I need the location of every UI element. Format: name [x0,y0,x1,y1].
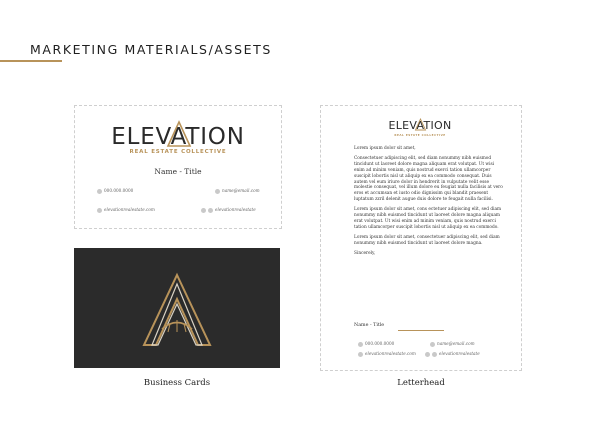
globe-icon [358,352,363,357]
letter-social: elevationrealestate [439,351,480,356]
card-email: name@email.com [222,188,260,193]
email-icon [430,342,435,347]
card-phone: 000.000.0000 [104,188,134,193]
email-icon [215,189,220,194]
card-social-row [201,207,256,213]
phone-icon [358,342,363,347]
letter-body [354,146,504,261]
letter-website: elevationrealestate.com [365,351,416,356]
letter-name-title: Name - Title [354,323,385,328]
letterhead-logo-wordmark: ELEVATION [388,119,452,132]
card-website: elevationrealestate.com [104,207,155,212]
letterhead-caption: Letterhead [397,378,445,388]
letterhead-logo [382,118,458,134]
letter-paragraph-2: Lorem ipsum dolor sit amet, cons ectetuer adipiscing elit, sed diam nonummy nibh euismod tincidunt ut laoreet dolore magna aliquam erat volutpat. Ut wisi enim ad minim veniam, quis nostrud exerci tation ullamcorper suscipit lobortis nisl ut aliquip ex ea commodo. [354,207,502,230]
instagram-icon [432,352,437,357]
business-card-back [74,248,280,368]
logo-wordmark: ELEVATION [111,124,245,150]
letter-paragraph-3: Lorem ipsum dolor sit amet, consectetuer adipiscing elit, sed diam nonummy nibh euismod tincidunt ut laoreet dolore magna. [354,234,500,246]
phone-icon [97,189,102,194]
business-card-front [74,105,282,229]
card-social: elevationrealestate [215,207,256,212]
facebook-icon [425,352,430,357]
card-name-title: Name - Title [154,167,202,176]
card-website-row [97,207,155,213]
letter-website-row [358,351,416,357]
elevation-a-monogram [140,272,214,348]
facebook-icon [201,208,206,213]
card-phone-row [97,188,133,194]
logo-tagline: REAL ESTATE COLLECTIVE [129,149,227,155]
card-email-row [215,188,260,194]
title-underline [0,60,62,62]
letter-email: name@email.com [437,341,475,346]
globe-icon [97,208,102,213]
letter-paragraph-1: Consectetuer adipiscing elit, sed diam nonummy nibh euismod tincidunt ut laoreet dolore magna aliquam erat volutpat. Ut wisi enim ad minim veniam, quis nostrud exerci tation ullamcorper suscipit lobortis nisl ut aliquip ex ea commodo consequat. Duis autem vel eum iriure dolor in hendrerit in vulputate velit esse molestie consequat, vel illum dolore eu feugiat nulla facilisis at vero eros et accumsan et iusto odio dignissim qui blandit praesent luptatum zzril delenit augue duis dolore te feugait nulla facilisi. [354,155,503,203]
letterhead-tagline: REAL ESTATE COLLECTIVE [394,133,446,137]
instagram-icon [208,208,213,213]
page-title: MARKETING MATERIALS/ASSETS [30,42,272,57]
letter-phone-row [358,341,394,347]
letter-email-row [430,341,475,347]
letter-social-row [425,351,480,357]
letter-phone: 000.000.0000 [365,341,395,346]
business-cards-caption: Business Cards [143,378,211,388]
letter-closing: Sincerely, [354,250,376,256]
letter-salutation: Lorem ipsum dolor sit amet, [354,146,416,151]
letter-signature-rule [398,330,444,331]
